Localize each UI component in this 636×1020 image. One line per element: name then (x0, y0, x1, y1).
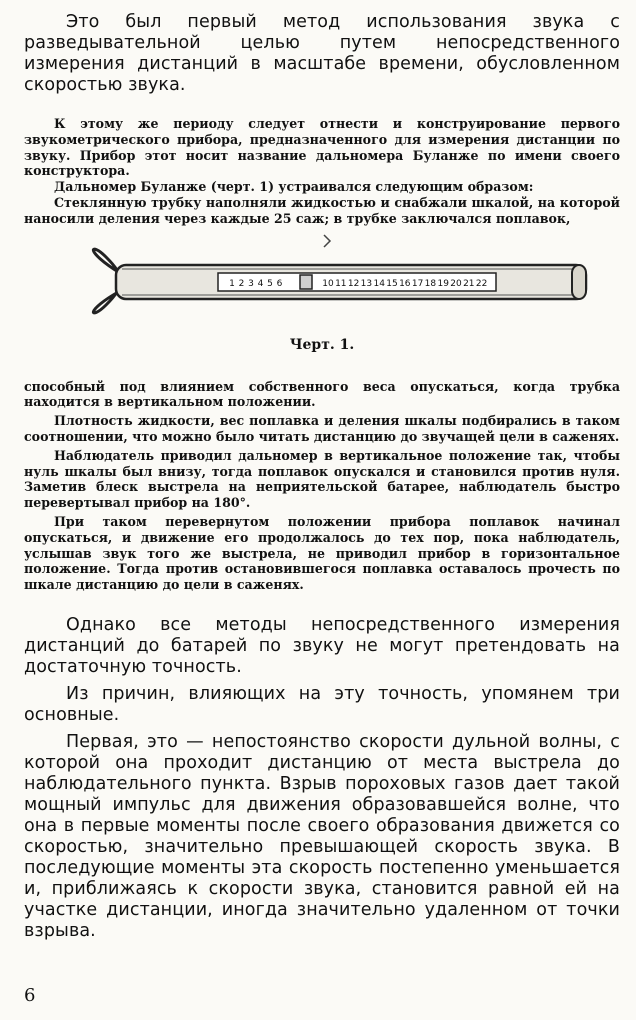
scale-right-number-12: 22 (475, 278, 488, 289)
scale-left-number-0: 1 (229, 278, 235, 289)
scale-right-number-1: 11 (335, 278, 347, 289)
float (300, 275, 312, 289)
paragraph-small-6: Наблюдатель приводил дальномер в вертикальное положение так, чтобы нуль шкалы был внизу, тогда поплавок опускался и становился против нуля. Заметив блеск выстрела на неприятельской батарее, наблюдатель быстро перевертывал прибор на 180°. (24, 447, 620, 511)
scale-left-number-4: 5 (267, 278, 273, 289)
paragraph-small-4: способный под влиянием собственного веса опускаться, когда трубка находится в вертикальном положении. (24, 378, 620, 410)
paragraph-intro: Это был первый метод использования звука с разведывательной целью путем непосредственного измерения дистанций в масштабе времени, обусловленном скоростью звука. (24, 12, 620, 95)
scale-left-number-2: 3 (248, 278, 254, 289)
scale-right-number-4: 14 (373, 278, 385, 289)
paragraph-main-3: Первая, это — непостоянство скорости дульной волны, с которой она проходит дистанцию от места выстрела до наблюдательного пункта. Взрыв пороховых газов дает такой мощный импульс для движения образовавшейся волне, что она в первые моменты после своего образования движется со скоростью, значительно превышающей скорость звука. В последующие моменты эта скорость постепенно уменьшается и, приближаясь к скорости звука, становится равной ей на участке дистанции, иногда значительно удаленном от точки взрыва. (24, 731, 620, 941)
scale-left-number-5: 6 (276, 278, 283, 289)
scale-right-numbers (322, 279, 487, 289)
scale-right-number-9: 19 (437, 278, 449, 289)
paragraph-small-1: К этому же периоду следует отнести и конструирование первого звукометрического прибора, предназначенного для измерения дистанции по звуку. Прибор этот носит название дальномера Буланже по имени своего конструктора. (24, 116, 620, 179)
paragraph-small-7: При таком перевернутом положении прибора поплавок начинал опускаться, и движение его продолжалось до тех пор, пока наблюдатель, услышав звук того же выстрела, не приводил прибор в горизонтальное положение. Тогда против остановившегося поплавка оставалось прочесть по шкале дистанцию до цели в саженях. (24, 513, 620, 593)
scale-right-number-0: 10 (322, 278, 334, 289)
paragraph-small-5: Плотность жидкости, вес поплавка и деления шкалы подбирались в таком соотношении, что можно было читать дистанцию до звучащей цели в саженях. (24, 413, 620, 444)
scale-right-number-5: 15 (386, 278, 398, 289)
scale-right-number-10: 20 (450, 278, 462, 289)
scale-right-number-2: 12 (347, 278, 360, 289)
scale-right-number-8: 18 (424, 278, 437, 289)
scale-left-number-1: 2 (238, 278, 245, 289)
scale-right-number-6: 16 (399, 278, 411, 289)
paragraph-main-1: Однако все методы непосредственного измерения дистанций до батарей по звуку не могут претендовать на достаточную точность. (24, 614, 620, 677)
paragraph-main-2: Из причин, влияющих на эту точность, упомянем три основные. (24, 683, 620, 725)
scale-right-number-11: 21 (463, 278, 475, 289)
paragraph-small-3: Стеклянную трубку наполняли жидкостью и снабжали шкалой, на которой наносили деления через каждые 25 саж; в трубке заключался поплавок, (24, 194, 620, 226)
scale-right-number-7: 17 (411, 278, 424, 289)
scale-left-number-3: 4 (257, 278, 264, 289)
paragraph-small-2: Дальномер Буланже (черт. 1) устраивался следующим образом: (54, 179, 534, 195)
figure-caption: Черт. 1. (289, 336, 355, 353)
figure-rangefinder (24, 233, 620, 361)
scale-right-number-3: 13 (360, 278, 373, 289)
arrow-mark (324, 235, 330, 247)
page (24, 12, 620, 942)
page-number: 6 (24, 985, 36, 1006)
